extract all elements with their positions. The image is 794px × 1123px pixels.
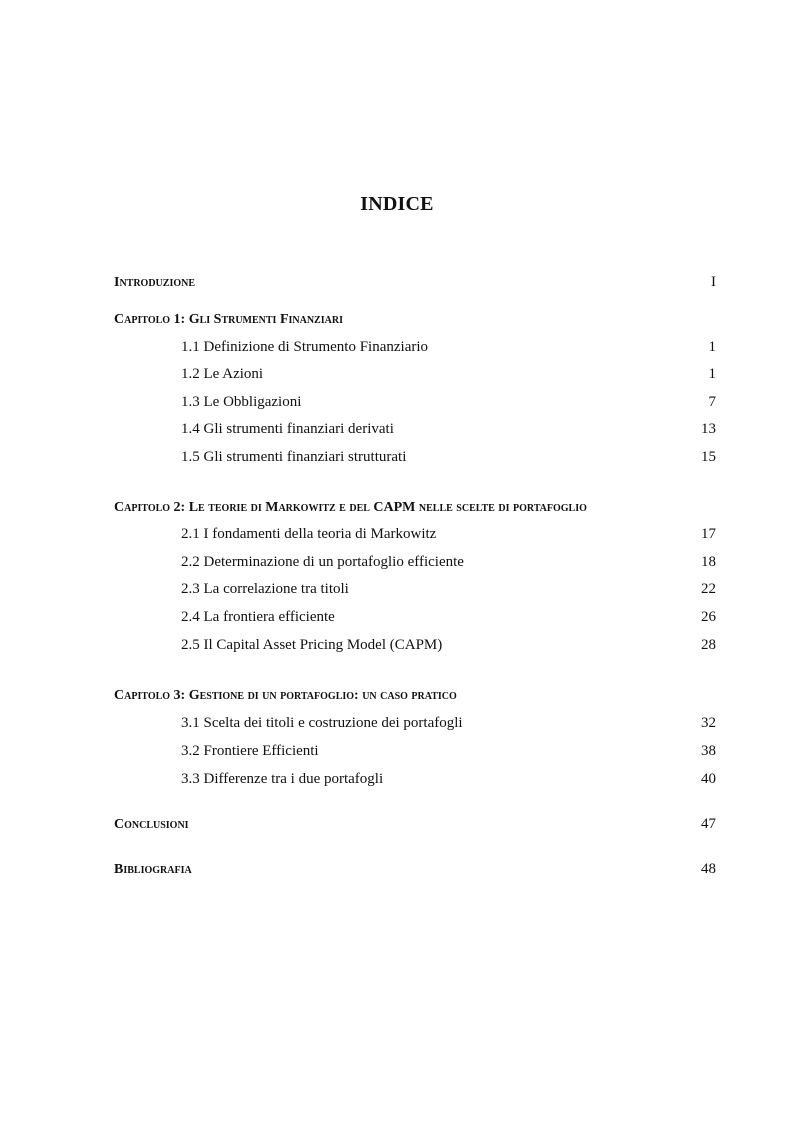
toc-page-number: 32 xyxy=(701,715,716,731)
toc-page-number: 18 xyxy=(701,554,716,570)
toc-entry-introduzione[interactable] xyxy=(114,274,716,296)
toc-section-label: 1.5 Gli strumenti finanziari strutturati xyxy=(181,449,407,465)
toc-page-number: 13 xyxy=(701,421,716,437)
toc-section[interactable] xyxy=(181,394,716,416)
page-title: INDICE xyxy=(360,193,434,215)
toc-page-number: 48 xyxy=(701,861,716,877)
toc-page-number: I xyxy=(711,274,716,290)
toc-section-label: 3.2 Frontiere Efficienti xyxy=(181,743,319,759)
toc-heading-label: Conclusioni xyxy=(114,817,189,832)
toc-page-number: 26 xyxy=(701,609,716,625)
toc-section[interactable] xyxy=(181,339,716,361)
toc-chapter-label: Capitolo 2: Le teorie di Markowitz e del CAPM nelle scelte di portafoglio xyxy=(114,500,587,515)
toc-section[interactable] xyxy=(181,715,716,737)
toc-chapter-3[interactable] xyxy=(114,688,716,710)
toc-entry-bibliografia[interactable] xyxy=(114,861,716,883)
toc-section[interactable] xyxy=(181,771,716,793)
toc-chapter-1[interactable] xyxy=(114,312,716,334)
toc-page-number: 17 xyxy=(701,526,716,542)
toc-section[interactable] xyxy=(181,637,716,659)
toc-section-label: 2.2 Determinazione di un portafoglio efficiente xyxy=(181,554,464,570)
toc-section-label: 2.3 La correlazione tra titoli xyxy=(181,581,349,597)
toc-page-number: 40 xyxy=(701,771,716,787)
toc-page-number: 1 xyxy=(708,366,716,382)
toc-chapter-label: Capitolo 3: Gestione di un portafoglio: un caso pratico xyxy=(114,688,457,703)
toc-page-number: 28 xyxy=(701,637,716,653)
toc-section-label: 2.1 I fondamenti della teoria di Markowitz xyxy=(181,526,437,542)
toc-page-number: 47 xyxy=(701,816,716,832)
toc-section[interactable] xyxy=(181,526,716,548)
toc-page-number: 22 xyxy=(701,581,716,597)
toc-section[interactable] xyxy=(181,609,716,631)
toc-entry-conclusioni[interactable] xyxy=(114,816,716,838)
toc-section-label: 1.2 Le Azioni xyxy=(181,366,264,382)
toc-section[interactable] xyxy=(181,581,716,603)
toc-page-number: 1 xyxy=(708,339,716,355)
toc-page-number: 7 xyxy=(708,394,716,410)
toc-chapter-label: Capitolo 1: Gli Strumenti Finanziari xyxy=(114,312,343,327)
toc-section[interactable] xyxy=(181,421,716,443)
toc-section-label: 2.4 La frontiera efficiente xyxy=(181,609,335,625)
toc-section-label: 3.3 Differenze tra i due portafogli xyxy=(181,771,384,787)
toc-heading-label: Bibliografia xyxy=(114,862,192,877)
toc-heading-label: Introduzione xyxy=(114,275,196,290)
toc-section-label: 2.5 Il Capital Asset Pricing Model (CAPM) xyxy=(181,637,443,653)
toc-chapter-2[interactable] xyxy=(114,500,716,522)
toc-section[interactable] xyxy=(181,366,716,388)
toc-section[interactable] xyxy=(181,743,716,765)
toc-section-label: 1.1 Definizione di Strumento Finanziario xyxy=(181,339,429,355)
toc-page-number: 38 xyxy=(701,743,716,759)
toc-section[interactable] xyxy=(181,449,716,471)
toc-section[interactable] xyxy=(181,554,716,576)
toc-section-label: 3.1 Scelta dei titoli e costruzione dei portafogli xyxy=(181,715,463,731)
toc-section-label: 1.3 Le Obbligazioni xyxy=(181,394,302,410)
toc-page-number: 15 xyxy=(701,449,716,465)
toc-section-label: 1.4 Gli strumenti finanziari derivati xyxy=(181,421,394,437)
